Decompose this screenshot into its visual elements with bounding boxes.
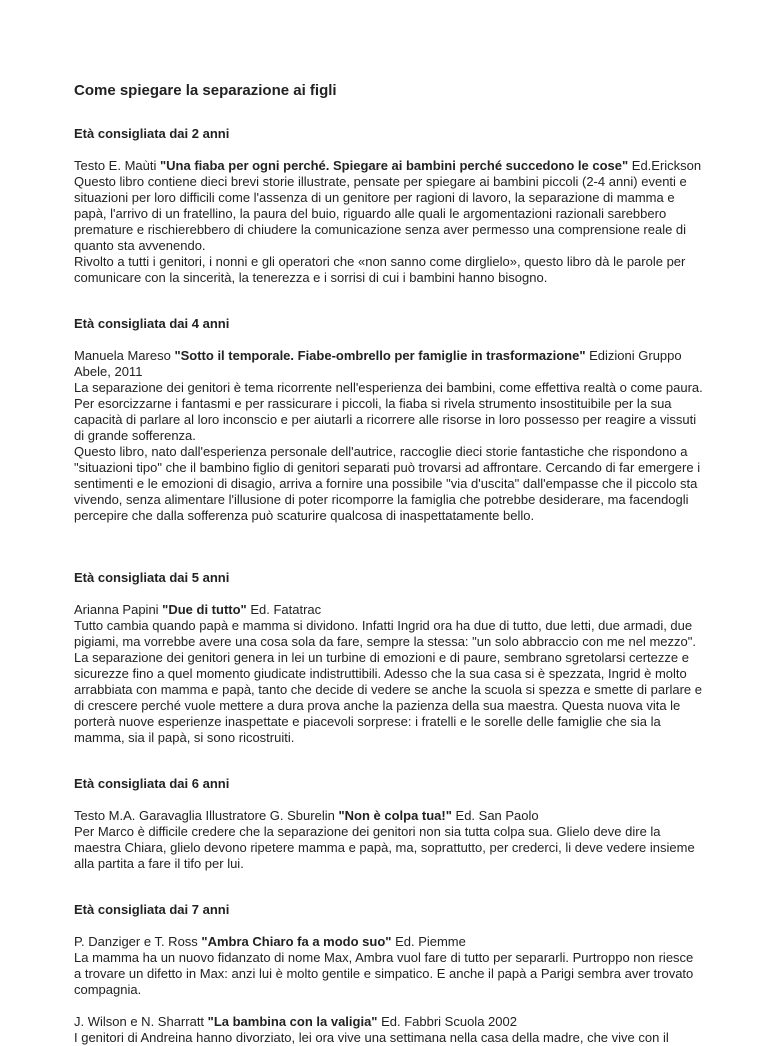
section-heading: Età consigliata dai 2 anni (74, 126, 230, 141)
book-citation (74, 602, 704, 618)
book-title: "Sotto il temporale. Fiabe-ombrello per famiglie in trasformazione" (174, 348, 586, 363)
book-publisher: Ed. Fatatrac (246, 602, 322, 617)
book-description: Per Marco è difficile credere che la separazione dei genitori non sia tutta colpa sua. Glielo deve dire la maestra Chiara, glielo devono ripetere mamma e papà, ma, soprattutto, per crederci, li deve vedere insieme alla partita a fare il tifo per lui. (74, 824, 695, 871)
section-heading: Età consigliata dai 4 anni (74, 316, 230, 331)
book-description: I genitori di Andreina hanno divorziato, lei ora vive una settimana nella casa della madre, che vive con il (74, 1030, 669, 1045)
book-publisher: Ed. San Paolo (451, 808, 539, 823)
book-description: La separazione dei genitori è tema ricorrente nell'esperienza dei bambini, come effettiva realtà o come paura. Per esorcizzarne i fantasmi e per rassicurare i piccoli, la fiaba si rivela strumento insostituibile per la sua capacità di parlare al loro inconscio e per aiutarli a ricorrere alle risorse in loro possesso per reagire a vissuti di grande sofferenza. (74, 380, 703, 443)
page-title: Come spiegare la separazione ai figli (74, 82, 337, 99)
book-publisher: Ed. Fabbri Scuola 2002 (377, 1014, 517, 1029)
section-age-7 (74, 902, 704, 1046)
section-heading: Età consigliata dai 5 anni (74, 570, 230, 585)
book-author: Manuela Mareso (74, 348, 175, 363)
section-age-2 (74, 126, 704, 316)
book-publisher: Ed.Erickson (628, 158, 702, 173)
book-author: P. Danziger e T. Ross (74, 934, 202, 949)
book-author: J. Wilson e N. Sharratt (74, 1014, 208, 1029)
book-citation (74, 348, 704, 380)
book-publisher: Ed. Piemme (391, 934, 466, 949)
book-title: "Una fiaba per ogni perché. Spiegare ai bambini perché succedono le cose" (159, 158, 629, 173)
section-age-6 (74, 776, 704, 902)
book-description: Tutto cambia quando papà e mamma si dividono. Infatti Ingrid ora ha due di tutto, due letti, due armadi, due pigiami, ma vorrebbe avere una cosa sola da fare, sempre la stessa: "un solo abbraccio con me nel mezzo". La separazione dei genitori genera in lei un turbine di emozioni e di paure, sembrano sgretolarsi certezze e sicurezze fino a quel momento giudicate indistruttibili. Adesso che la sua casa si è spezzata, Ingrid è molto arrabbiata con mamma e papà, tanto che decide di vedere se anche la scuola si spezza e smette di parlare e di crescere perché vuole mettere a dura prova anche la pazienza della sua maestra. Questa nuova vita le porterà nuove esperienze inaspettate e piacevoli sorprese: i fratelli e le sorelle delle famiglie che sia la mamma, sia il papà, si sono ricostruiti. (74, 618, 702, 745)
book-citation (74, 1014, 704, 1030)
book-description: Questo libro, nato dall'esperienza personale dell'autrice, raccoglie dieci storie fantastiche che rispondono a "situazioni tipo" che il bambino figlio di genitori separati può trovarsi ad affrontare. Cercando di far emergere i sentimenti e le emozioni di disagio, arriva a fornire una possibile "via d'uscita" dall'empasse che il piccolo sta vivendo, senza alimentare l'illusione di poter ricomporre la famiglia che potrebbe desiderare, ma facendogli percepire che dalla sofferenza può scaturire qualcosa di inaspettatamente bello. (74, 444, 701, 523)
book-author: Testo M.A. Garavaglia Illustratore G. Sburelin (74, 808, 339, 823)
book-title: "Ambra Chiaro fa a modo suo" (201, 934, 392, 949)
section-heading: Età consigliata dai 7 anni (74, 902, 230, 917)
book-description: Rivolto a tutti i genitori, i nonni e gli operatori che «non sanno come dirglielo», questo libro dà le parole per comunicare con la sincerità, la tenerezza e i sorrisi di cui i bambini hanno bisogno. (74, 254, 686, 285)
section-heading: Età consigliata dai 6 anni (74, 776, 230, 791)
book-title: "Non è colpa tua!" (338, 808, 452, 823)
section-age-5 (74, 570, 704, 776)
book-title: "Due di tutto" (162, 602, 247, 617)
section-age-4 (74, 316, 704, 570)
book-author: Arianna Papini (74, 602, 163, 617)
document (74, 82, 704, 1046)
book-author: Testo E. Maùti (74, 158, 160, 173)
book-citation (74, 158, 704, 174)
book-citation (74, 808, 704, 824)
book-description: La mamma ha un nuovo fidanzato di nome Max, Ambra vuol fare di tutto per separarli. Purtroppo non riesce a trovare un difetto in Max: anzi lui è molto gentile e simpatico. E anche il papà a Parigi sembra aver trovato compagnia. (74, 950, 694, 997)
book-title: "La bambina con la valigia" (207, 1014, 378, 1029)
book-description: Questo libro contiene dieci brevi storie illustrate, pensate per spiegare ai bambini piccoli (2-4 anni) eventi e situazioni per loro difficili come l'assenza di un genitore per ragioni di lavoro, la separazione di mamma e papà, l'arrivo di un fratellino, la paura del buio, riguardo alle quali le argomentazioni razionali sarebbero premature e rischierebbero di chiudere la comunicazione senza aver permesso una comprensione reale di quanto sta avvenendo. (74, 174, 687, 253)
book-citation (74, 934, 704, 950)
book-publisher: Edizioni Gruppo Abele, 2011 (74, 348, 682, 379)
